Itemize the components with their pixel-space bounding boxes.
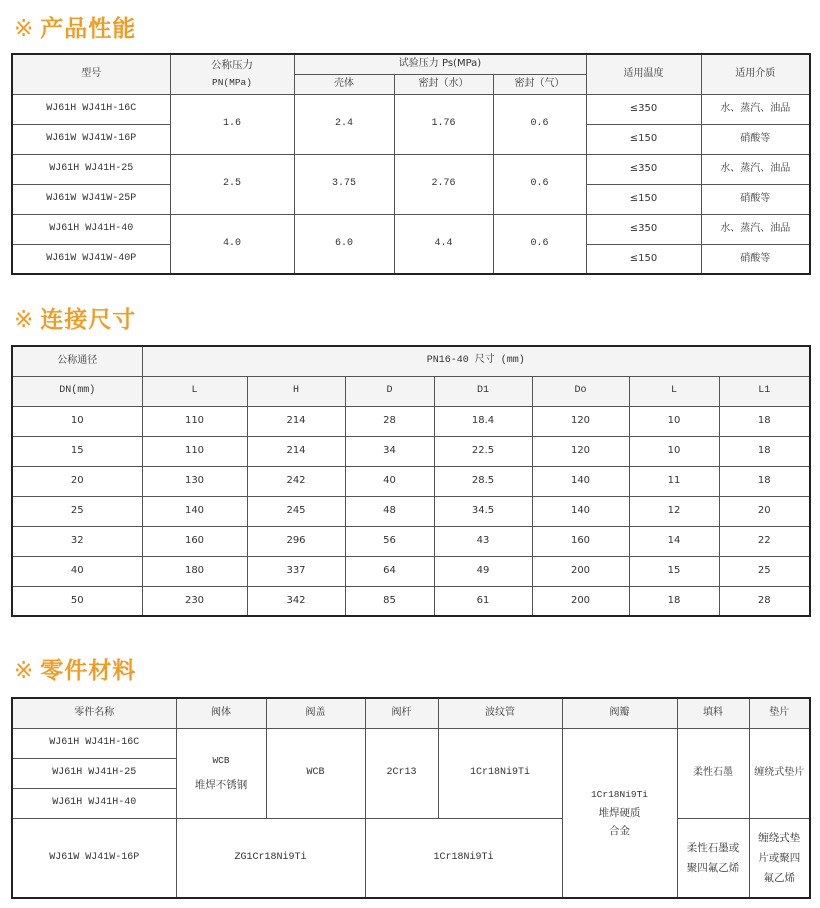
table-row — [12, 94, 810, 124]
shell-cell: 6.0 — [294, 214, 394, 274]
model-cell: WJ61H WJ41H-40 — [12, 214, 170, 244]
temperature-cell: ≤350 — [586, 94, 701, 124]
header-seal-gas: 密封（气） — [493, 74, 586, 94]
header-bonnet: 阀盖 — [266, 698, 365, 728]
header-seal-water: 密封（水） — [394, 74, 493, 94]
cell: 180 — [142, 556, 247, 586]
cell: 20 — [719, 496, 810, 526]
cell: 43 — [434, 526, 532, 556]
header-nominal-pressure — [170, 54, 294, 94]
header-col-L1: L1 — [719, 376, 810, 406]
reference-mark-icon: ※ — [14, 16, 35, 42]
body-bonnet-material-cell: ZG1Cr18Ni9Ti — [176, 818, 365, 898]
cell: 15 — [629, 556, 719, 586]
header-col-H: H — [247, 376, 345, 406]
cell: 22.5 — [434, 436, 532, 466]
header-shell: 壳体 — [294, 74, 394, 94]
seal-water-cell: 1.76 — [394, 94, 493, 154]
disc-material-cell — [562, 728, 677, 898]
model-cell: WJ61W WJ41W-16P — [12, 124, 170, 154]
section-title-performance — [14, 14, 136, 44]
header-disc: 阀瓣 — [562, 698, 677, 728]
cell: 64 — [345, 556, 434, 586]
cell: 245 — [247, 496, 345, 526]
cell: 20 — [12, 466, 142, 496]
cell: 48 — [345, 496, 434, 526]
header-gasket: 垫片 — [749, 698, 810, 728]
header-nominal-pressure-unit: PN(MPa) — [212, 77, 252, 89]
section-title-text: 零件材料 — [40, 658, 137, 684]
cell: 22 — [719, 526, 810, 556]
cell: 18 — [629, 586, 719, 616]
cell: 50 — [12, 586, 142, 616]
cell: 160 — [142, 526, 247, 556]
header-part-name: 零件名称 — [12, 698, 176, 728]
header-bellows: 波纹管 — [438, 698, 562, 728]
header-nominal-pressure-label: 公称压力 — [211, 59, 253, 72]
cell: 40 — [345, 466, 434, 496]
temperature-cell: ≤150 — [586, 244, 701, 274]
model-cell: WJ61W WJ41W-25P — [12, 184, 170, 214]
stem-bellows-material-cell: 1Cr18Ni9Ti — [365, 818, 562, 898]
cell: 11 — [629, 466, 719, 496]
reference-mark-icon: ※ — [14, 658, 35, 684]
header-medium: 适用介质 — [701, 54, 810, 94]
disc-material-line: 1Cr18Ni9Ti — [590, 788, 648, 800]
pn-cell: 1.6 — [170, 94, 294, 154]
body-material-cell — [176, 728, 266, 818]
model-cell: WJ61H WJ41H-16C — [12, 94, 170, 124]
cell: 15 — [12, 436, 142, 466]
header-col-Do: Do — [532, 376, 629, 406]
cell: 32 — [12, 526, 142, 556]
cell: 85 — [345, 586, 434, 616]
cell: 18.4 — [434, 406, 532, 436]
model-cell: WJ61H WJ41H-40 — [12, 788, 176, 818]
medium-cell: 水、蒸汽、油品 — [701, 154, 810, 184]
cell: 242 — [247, 466, 345, 496]
cell: 337 — [247, 556, 345, 586]
body-material-line: 堆焊不锈钢 — [194, 779, 248, 791]
cell: 342 — [247, 586, 345, 616]
cell: 120 — [532, 436, 629, 466]
cell: 140 — [532, 466, 629, 496]
reference-mark-icon: ※ — [14, 307, 35, 333]
cell: 110 — [142, 436, 247, 466]
disc-material-line: 合金 — [609, 824, 630, 837]
cell: 25 — [719, 556, 810, 586]
cell: 230 — [142, 586, 247, 616]
cell: 130 — [142, 466, 247, 496]
section-title-text: 产品性能 — [40, 16, 137, 42]
gasket-material-cell: 缠绕式垫片 — [749, 728, 810, 818]
model-cell: WJ61H WJ41H-25 — [12, 154, 170, 184]
cell: 200 — [532, 586, 629, 616]
table-row — [12, 436, 810, 466]
materials-table — [11, 697, 811, 899]
cell: 200 — [532, 556, 629, 586]
cell: 110 — [142, 406, 247, 436]
medium-cell: 硝酸等 — [701, 184, 810, 214]
cell: 61 — [434, 586, 532, 616]
header-col-D: D — [345, 376, 434, 406]
model-cell: WJ61H WJ41H-25 — [12, 758, 176, 788]
medium-cell: 水、蒸汽、油品 — [701, 214, 810, 244]
header-dn-unit: DN(mm) — [12, 376, 142, 406]
cell: 12 — [629, 496, 719, 526]
gasket-material-cell — [749, 818, 810, 898]
cell: 10 — [629, 436, 719, 466]
medium-cell: 硝酸等 — [701, 124, 810, 154]
header-col-L2: L — [629, 376, 719, 406]
cell: 120 — [532, 406, 629, 436]
gasket-material-line: 片或聚四 — [758, 851, 801, 864]
header-temperature: 适用温度 — [586, 54, 701, 94]
table-row — [12, 406, 810, 436]
shell-cell: 3.75 — [294, 154, 394, 214]
seal-gas-cell: 0.6 — [493, 214, 586, 274]
cell: 214 — [247, 436, 345, 466]
header-dimension-group: PN16-40 尺寸 (mm) — [142, 346, 810, 376]
cell: 14 — [629, 526, 719, 556]
pn-cell: 4.0 — [170, 214, 294, 274]
cell: 18 — [719, 406, 810, 436]
table-row — [12, 466, 810, 496]
cell: 296 — [247, 526, 345, 556]
cell: 40 — [12, 556, 142, 586]
table-row — [12, 818, 810, 898]
header-model: 型号 — [12, 54, 170, 94]
body-material-line: WCB — [212, 755, 230, 766]
packing-material-cell — [677, 818, 749, 898]
header-test-pressure: 试验压力 Ps(MPa) — [294, 54, 586, 74]
model-cell: WJ61H WJ41H-16C — [12, 728, 176, 758]
table-row — [12, 526, 810, 556]
header-col-D1: D1 — [434, 376, 532, 406]
header-packing: 填料 — [677, 698, 749, 728]
disc-material-line: 堆焊硬质 — [598, 806, 641, 819]
cell: 49 — [434, 556, 532, 586]
cell: 140 — [142, 496, 247, 526]
seal-gas-cell: 0.6 — [493, 94, 586, 154]
table-row — [12, 556, 810, 586]
cell: 28.5 — [434, 466, 532, 496]
gasket-material-line: 氟乙烯 — [763, 871, 795, 884]
table-row — [12, 586, 810, 616]
bellows-material-cell: 1Cr18Ni9Ti — [438, 728, 562, 818]
performance-table — [11, 53, 811, 275]
section-title-dimensions — [14, 305, 136, 335]
temperature-cell: ≤150 — [586, 124, 701, 154]
cell: 28 — [345, 406, 434, 436]
packing-material-line: 聚四氟乙烯 — [686, 861, 740, 874]
pn-cell: 2.5 — [170, 154, 294, 214]
section-title-text: 连接尺寸 — [40, 307, 137, 333]
header-stem: 阀杆 — [365, 698, 438, 728]
cell: 10 — [629, 406, 719, 436]
header-dn-label: 公称通径 — [12, 346, 142, 376]
packing-material-line: 柔性石墨或 — [686, 841, 740, 854]
gasket-material-line: 缠绕式垫 — [758, 831, 801, 844]
section-title-materials — [14, 656, 136, 686]
header-col-L: L — [142, 376, 247, 406]
stem-material-cell: 2Cr13 — [365, 728, 438, 818]
cell: 34.5 — [434, 496, 532, 526]
cell: 10 — [12, 406, 142, 436]
bonnet-material-cell: WCB — [266, 728, 365, 818]
seal-water-cell: 4.4 — [394, 214, 493, 274]
cell: 140 — [532, 496, 629, 526]
temperature-cell: ≤350 — [586, 214, 701, 244]
cell: 160 — [532, 526, 629, 556]
cell: 18 — [719, 466, 810, 496]
packing-material-cell: 柔性石墨 — [677, 728, 749, 818]
medium-cell: 硝酸等 — [701, 244, 810, 274]
temperature-cell: ≤150 — [586, 184, 701, 214]
cell: 18 — [719, 436, 810, 466]
temperature-cell: ≤350 — [586, 154, 701, 184]
table-row — [12, 214, 810, 244]
cell: 28 — [719, 586, 810, 616]
seal-gas-cell: 0.6 — [493, 154, 586, 214]
header-body: 阀体 — [176, 698, 266, 728]
dimensions-table — [11, 345, 811, 617]
seal-water-cell: 2.76 — [394, 154, 493, 214]
cell: 25 — [12, 496, 142, 526]
shell-cell: 2.4 — [294, 94, 394, 154]
medium-cell: 水、蒸汽、油品 — [701, 94, 810, 124]
table-row — [12, 154, 810, 184]
table-row — [12, 728, 810, 758]
cell: 34 — [345, 436, 434, 466]
table-row — [12, 496, 810, 526]
cell: 56 — [345, 526, 434, 556]
cell: 214 — [247, 406, 345, 436]
model-cell: WJ61W WJ41W-16P — [12, 818, 176, 898]
model-cell: WJ61W WJ41W-40P — [12, 244, 170, 274]
